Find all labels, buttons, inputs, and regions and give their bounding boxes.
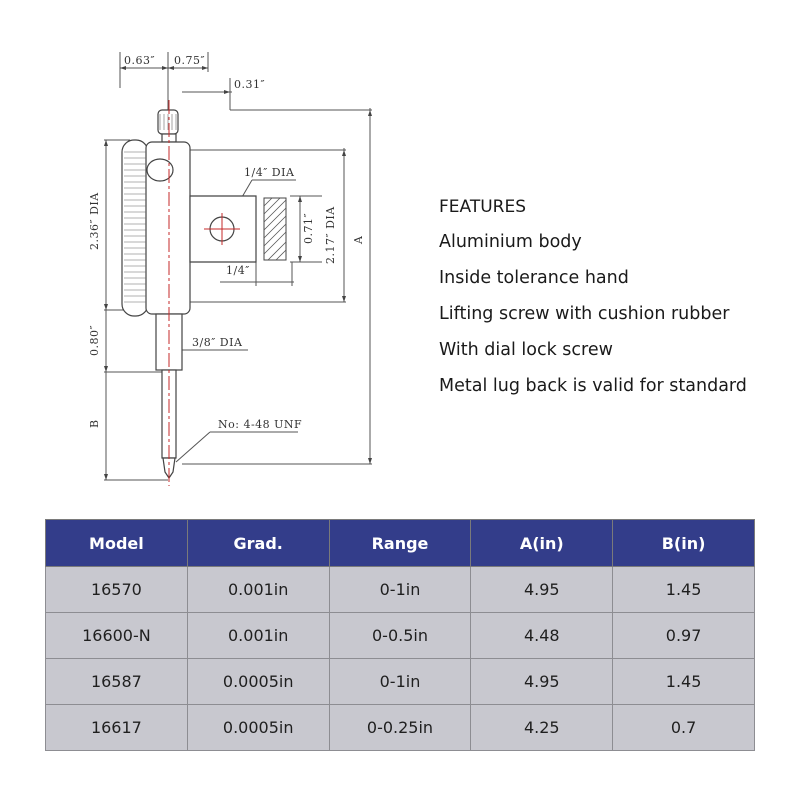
dim-label-dia-217: 2.17″ DIA	[324, 206, 337, 264]
table-row	[46, 567, 755, 613]
cell-b: 1.45	[613, 659, 755, 705]
dim-label-dia-1-4: 1/4″ DIA	[244, 166, 295, 179]
feature-item: With dial lock screw	[439, 340, 613, 360]
dim-label-075: 0.75″	[174, 54, 206, 67]
features-heading: FEATURES	[439, 197, 527, 217]
cell-grad: 0.0005in	[187, 705, 329, 751]
header-range: Range	[329, 520, 471, 567]
feature-item: Metal lug back is valid for standard	[439, 376, 747, 396]
feature-item: Inside tolerance hand	[439, 268, 629, 288]
header-a: A(in)	[471, 520, 613, 567]
cell-range: 0-0.5in	[329, 613, 471, 659]
header-b: B(in)	[613, 520, 755, 567]
features-list	[439, 196, 747, 411]
dim-label-1-4: 1/4″	[226, 264, 250, 277]
dim-label-thread: No: 4-48 UNF	[218, 418, 303, 431]
feature-item: Lifting screw with cushion rubber	[439, 304, 730, 324]
table-header-row	[46, 520, 755, 567]
cell-grad: 0.001in	[187, 613, 329, 659]
cell-range: 0-1in	[329, 659, 471, 705]
cell-a: 4.95	[471, 567, 613, 613]
cell-model: 16617	[46, 705, 188, 751]
cell-b: 1.45	[613, 567, 755, 613]
cell-a: 4.25	[471, 705, 613, 751]
table-row	[46, 613, 755, 659]
cell-a: 4.48	[471, 613, 613, 659]
table-row	[46, 659, 755, 705]
dim-label-dia-3-8: 3/8″ DIA	[192, 336, 243, 349]
cell-model: 16570	[46, 567, 188, 613]
cell-b: 0.7	[613, 705, 755, 751]
spec-table	[45, 519, 755, 751]
cell-grad: 0.0005in	[187, 659, 329, 705]
cell-range: 0-0.25in	[329, 705, 471, 751]
cell-range: 0-1in	[329, 567, 471, 613]
cell-grad: 0.001in	[187, 567, 329, 613]
dim-label-071: 0.71″	[302, 212, 315, 244]
dim-label-063: 0.63″	[124, 54, 156, 67]
dim-label-b: B	[88, 419, 101, 428]
cell-model: 16600-N	[46, 613, 188, 659]
table-row	[46, 705, 755, 751]
cell-b: 0.97	[613, 613, 755, 659]
dim-label-031: 0.31″	[234, 78, 266, 91]
cell-a: 4.95	[471, 659, 613, 705]
dim-label-080: 0.80″	[88, 324, 101, 356]
dim-label-dia-236: 2.36″ DIA	[88, 192, 101, 250]
header-model: Model	[46, 520, 188, 567]
feature-item: Aluminium body	[439, 232, 582, 252]
header-grad: Grad.	[187, 520, 329, 567]
dim-label-a: A	[352, 235, 365, 244]
cell-model: 16587	[46, 659, 188, 705]
